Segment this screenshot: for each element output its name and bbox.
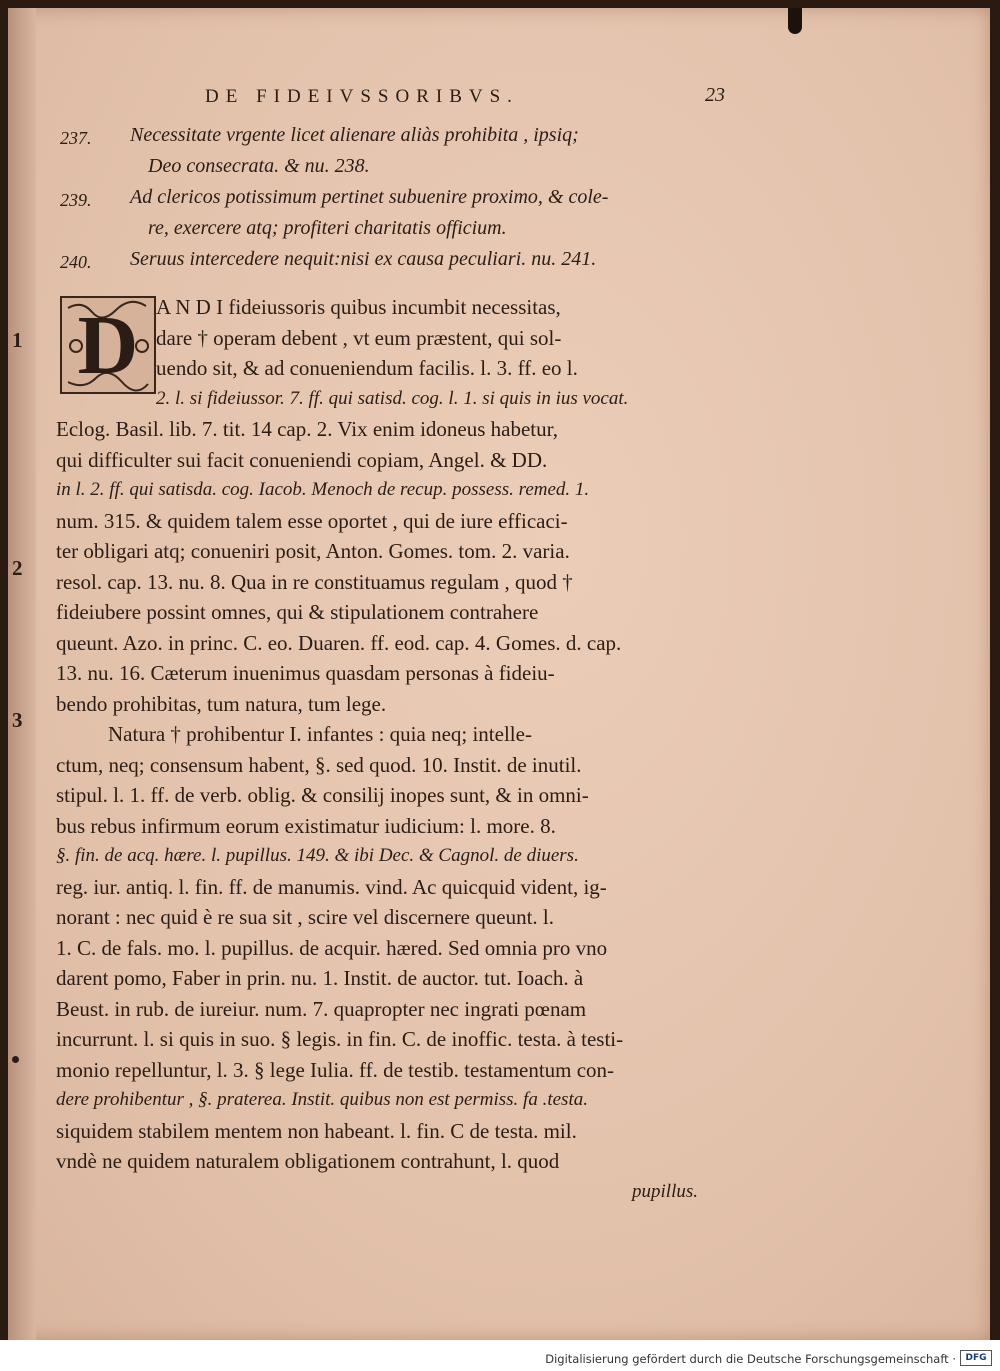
text-line: 2. l. si fideiussor. 7. ff. qui satisd. cog. l. 1. si quis in ius vocat.	[156, 387, 629, 409]
margin-bullet-icon	[12, 1056, 19, 1063]
text-line: §. fin. de acq. hære. l. pupillus. 149. & ibi Dec. & Cagnol. de diuers.	[56, 845, 579, 866]
scan-clip-mark	[788, 8, 802, 34]
text-line: bus rebus infirmum eorum existimatur iudicium: l. more. 8.	[56, 813, 556, 838]
summary-line	[60, 217, 720, 248]
text-line: dare † operam debent , vt eum præstent, qui sol-	[156, 325, 562, 350]
summary-line	[60, 124, 720, 155]
text-line: qui difficulter sui facit conueniendi copiam, Angel. & DD.	[56, 447, 548, 472]
text-line: fideiubere possint omnes, qui & stipulationem contrahere	[56, 600, 539, 624]
summary-number: 237.	[60, 128, 92, 148]
text-line: A N D I fideiussoris quibus incumbit necessitas,	[156, 295, 561, 319]
text-line: incurrunt. l. si quis in suo. § legis. in fin. C. de inoffic. testa. à testi-	[56, 1027, 624, 1051]
margin-number: 2	[12, 556, 23, 580]
text-line: uendo sit, & ad conueniendum facilis. l. 3. ff. eo l.	[156, 356, 578, 380]
margin-number: 3	[12, 708, 23, 732]
summary-list	[60, 124, 720, 279]
text-line: stipul. l. 1. ff. de verb. oblig. & consilij inopes sunt, & in omni-	[56, 783, 589, 807]
page-number: 23	[705, 84, 725, 106]
text-line: darent pomo, Faber in prin. nu. 1. Instit. de auctor. tut. Ioach. à	[56, 966, 584, 990]
text-line: pupillus.	[632, 1180, 698, 1202]
text-line: 1. C. de fals. mo. l. pupillus. de acquir. hæred. Sed omnia pro vno	[56, 935, 608, 960]
text-line: Beust. in rub. de iureiur. num. 7. quapropter nec ingrati pœnam	[56, 996, 587, 1021]
text-line: norant : nec quid è re sua sit , scire vel discernere queunt. l.	[56, 905, 554, 929]
text-line: bendo prohibitas, tum natura, tum lege.	[56, 691, 387, 716]
text-line: 13. nu. 16. Cæterum inuenimus quasdam personas à fideiu-	[56, 661, 555, 685]
page-gutter	[8, 8, 36, 1340]
summary-text: Necessitate vrgente licet alienare aliàs prohibita , ipsiq;	[130, 124, 579, 146]
text-line: Eclog. Basil. lib. 7. tit. 14 cap. 2. Vix enim idoneus habetur,	[56, 417, 559, 441]
summary-text: re, exercere atq; profiteri charitatis officium.	[148, 217, 507, 239]
text-line: num. 315. & quidem talem esse oportet , qui de iure efficaci-	[56, 508, 568, 533]
summary-number: 239.	[60, 190, 92, 210]
text-line: siquidem stabilem mentem non habeant. l. fin. C de testa. mil.	[56, 1118, 577, 1143]
body-text	[56, 292, 706, 1207]
text-line: ter obligari atq; conueniri posit, Anton. Gomes. tom. 2. varia.	[56, 539, 570, 563]
text-line: queunt. Azo. in princ. C. eo. Duaren. ff. eod. cap. 4. Gomes. d. cap.	[56, 630, 622, 655]
text-line: in l. 2. ff. qui satisda. cog. Iacob. Menoch de recup. possess. remed. 1.	[56, 479, 590, 500]
text-line: reg. iur. antiq. l. fin. ff. de manumis. vind. Ac quicquid vident, ig-	[56, 874, 607, 899]
text-line: dere prohibentur , §. praterea. Instit. quibus non est permiss. fa .testa.	[56, 1089, 588, 1110]
summary-text: Ad clericos potissimum pertinet subuenire proximo, & cole-	[130, 186, 609, 208]
dfg-logo-icon: DFG	[960, 1350, 992, 1366]
text-line: vndè ne quidem naturalem obligationem contrahunt, l. quod	[56, 1149, 560, 1173]
summary-line	[60, 186, 720, 217]
initial-letter: D	[77, 299, 139, 392]
text-line: monio repelluntur, l. 3. § lege Iulia. ff. de testib. testamentum con-	[56, 1057, 615, 1082]
summary-number: 240.	[60, 252, 92, 272]
summary-line	[60, 155, 720, 186]
digitization-credit: Digitalisierung gefördert durch die Deutsche Forschungsgemeinschaft ·	[545, 1352, 956, 1366]
text-line: Natura † prohibentur I. infantes : quia neq; intelle-	[108, 722, 532, 746]
text-line: ctum, neq; consensum habent, §. sed quod. 10. Instit. de inutil.	[56, 752, 582, 777]
margin-number: 1	[12, 328, 23, 352]
summary-line	[60, 248, 720, 279]
text-line: resol. cap. 13. nu. 8. Qua in re constituamus regulam , quod †	[56, 569, 573, 594]
page-header	[205, 84, 725, 114]
summary-text: Seruus intercedere nequit:nisi ex causa peculiari. nu. 241.	[130, 248, 597, 270]
footer-bar	[0, 1340, 1000, 1371]
running-title: DE FIDEIVSSORIBVS.	[205, 86, 519, 107]
summary-text: Deo consecrata. & nu. 238.	[148, 155, 370, 177]
